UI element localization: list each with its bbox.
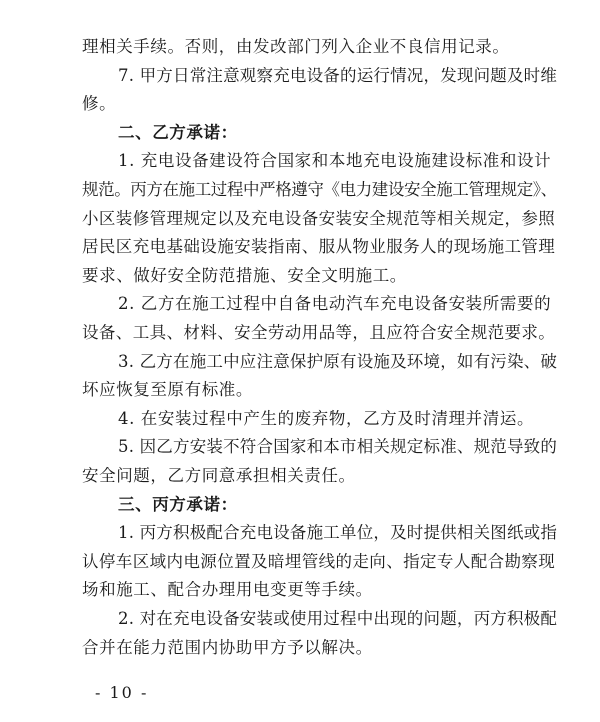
text-line: 小区装修管理规定以及充电设备安装安全规范等相关规定，参照	[82, 208, 556, 228]
section-heading: 二、乙方承诺：	[118, 122, 238, 142]
text-line: 5. 因乙方安装不符合国家和本市相关规定标准、规范导致的	[118, 437, 558, 457]
text-line: 要求、做好安全防范措施、安全文明施工。	[82, 265, 407, 285]
text-line: 规范。丙方在施工过程中严格遵守《电力建设安全施工管理规定》、	[82, 180, 557, 199]
text-line: 理相关手续。否则，由发改部门列入企业不良信用记录。	[82, 37, 510, 56]
text-line: 1. 丙方积极配合充电设备施工单位，及时提供相关图纸或指	[118, 523, 558, 543]
text-line: 3. 乙方在施工中应注意保护原有设施及环境，如有污染、破	[118, 351, 558, 371]
text-line: 场和施工、配合办理用电变更等手续。	[82, 580, 373, 600]
text-line: 居民区充电基础设施安装指南、服从物业服务人的现场施工管理	[82, 237, 556, 257]
text-line: 4. 在安装过程中产生的废弃物，乙方及时清理并清运。	[118, 408, 535, 428]
section-heading: 三、丙方承诺：	[118, 494, 238, 514]
page-number: - 10 -	[95, 683, 149, 702]
text-line: 2. 乙方在施工过程中自备电动汽车充电设备安装所需要的	[118, 294, 552, 314]
text-line: 坏应恢复至原有标准。	[82, 380, 253, 400]
text-line: 1. 充电设备建设符合国家和本地充电设施建设标准和设计	[118, 151, 552, 171]
text-line: 修。	[82, 94, 117, 114]
text-line: 2. 对在充电设备安装或使用过程中出现的问题，丙方积极配	[118, 609, 558, 628]
text-line: 设备、工具、材料、安全劳动用品等，且应符合安全规范要求。	[82, 323, 556, 342]
text-line: 安全问题，乙方同意承担相关责任。	[82, 466, 356, 485]
text-line: 认停车区域内电源位置及暗埋管线的走向、指定专人配合勘察现	[82, 551, 556, 571]
text-line: 合并在能力范围内协助甲方予以解决。	[82, 637, 373, 657]
text-line: 7. 甲方日常注意观察充电设备的运行情况，发现问题及时维	[118, 65, 558, 85]
